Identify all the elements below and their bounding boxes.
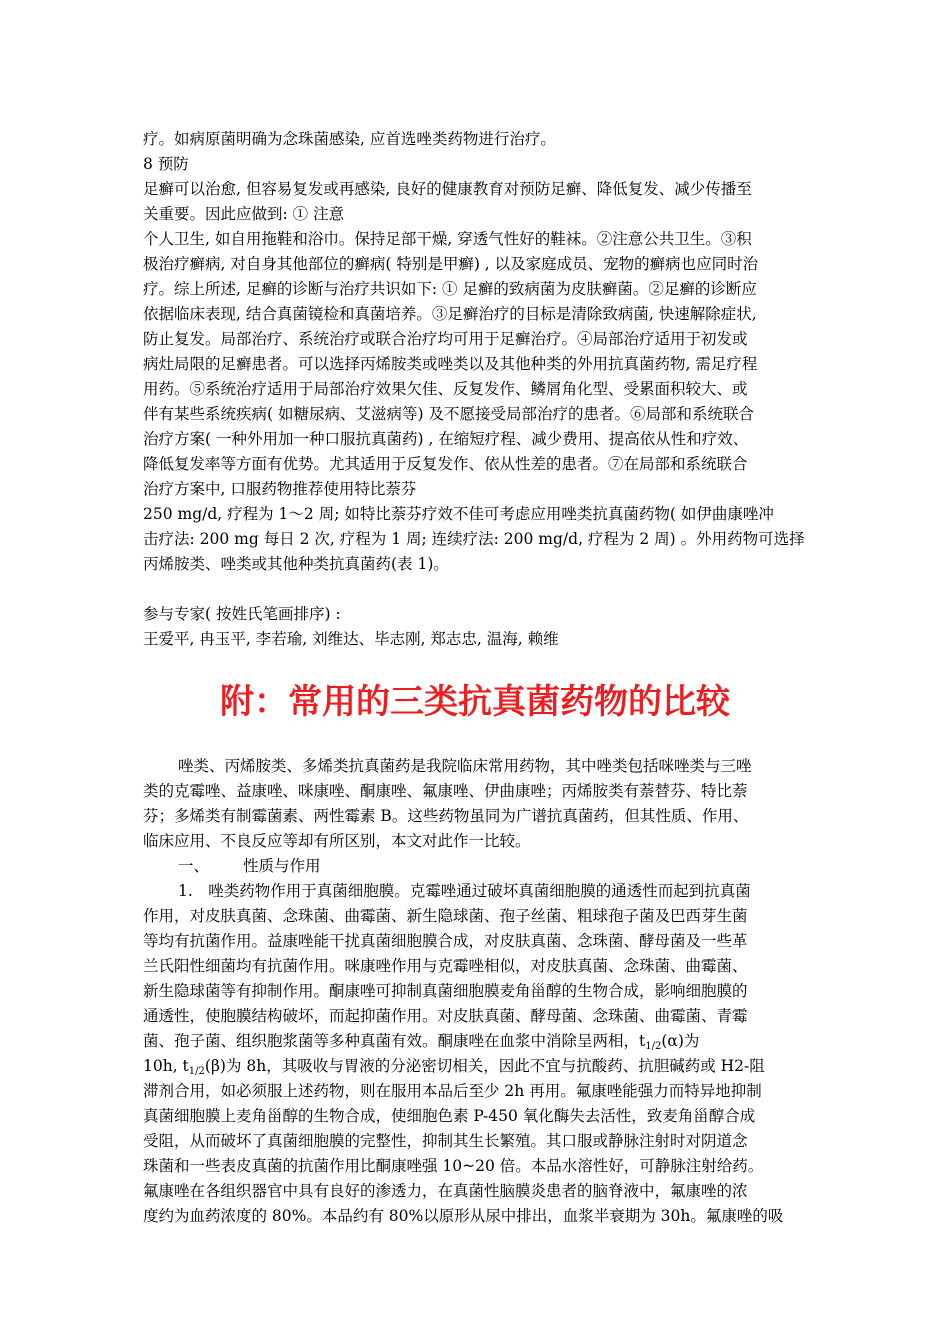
text-line: 临床应用、不良反应等却有所区别，本文对此作一比较。 xyxy=(143,832,531,850)
text-line: 通透性，使胞膜结构破坏，而起抑菌作用。对皮肤真菌、酵母菌、念珠菌、曲霉菌、青霉 xyxy=(143,1007,748,1025)
text-line: 伴有某些系统疾病( 如糖尿病、艾滋病等) 及不愿接受局部治疗的患者。⑥局部和系统联合 xyxy=(143,405,754,423)
text-line: 治疗方案中, 口服药物推荐使用特比萘芬 xyxy=(143,480,417,498)
text-line: 治疗方案( 一种外用加一种口服抗真菌药) , 在缩短疗程、减少费用、提高依从性和疗效、 xyxy=(143,430,749,448)
appendix-title: 附：常用的三类抗真菌药物的比较 xyxy=(220,682,730,722)
text-line: 个人卫生, 如自用拖鞋和浴巾。保持足部干燥, 穿透气性好的鞋袜。②注意公共卫生。③积 xyxy=(143,230,752,248)
text-line: 250 mg/d, 疗程为 1～2 周; 如特比萘芬疗效不佳可考虑应用唑类抗真菌药物( 如伊曲康唑冲 xyxy=(143,505,774,523)
text-line: 芬；多烯类有制霉菌素、两性霉素 B。这些药物虽同为广谱抗真菌药，但其性质、作用、 xyxy=(143,807,749,825)
experts-label: 参与专家( 按姓氏笔画排序) : xyxy=(143,605,341,623)
text-line: 疗。如病原菌明确为念珠菌感染, 应首选唑类药物进行治疗。 xyxy=(143,130,556,148)
section-heading-prevention: 8 预防 xyxy=(143,155,189,173)
text-line: 极治疗癣病, 对自身其他部位的癣病( 特别是甲癣) , 以及家庭成员、宠物的癣病也应同时治 xyxy=(143,255,759,273)
text-line: 丙烯胺类、唑类或其他种类抗真菌药(表 1)。 xyxy=(143,555,449,573)
text-line: 新生隐球菌等有抑制作用。酮康唑可抑制真菌细胞膜麦角甾醇的生物合成，影响细胞膜的 xyxy=(143,982,748,1000)
text-line: 度约为血药浓度的 80%。本品约有 80%以原形从尿中排出，血浆半衰期为 30h。氟康唑的吸 xyxy=(143,1207,784,1225)
t-half-beta: 10h, $t_{1/2}(\beta)$为 8h，其吸收与胃液的分泌密切相关，因此不宜与抗酸药、抗胆碱药或 H2-阻 xyxy=(143,1057,765,1077)
text-line: 等均有抗菌作用。益康唑能干扰真菌细胞膜合成，对皮肤真菌、念珠菌、酵母菌及一些革 xyxy=(143,932,748,950)
text-line: 疗。综上所述, 足癣的诊断与治疗共识如下: ① 足癣的致病菌为皮肤癣菌。②足癣的诊断应 xyxy=(143,280,757,298)
text-line: 关重要。因此应做到: ① 注意 xyxy=(143,205,345,223)
section-number: 一、 xyxy=(178,857,210,875)
text-line: 足癣可以治愈, 但容易复发或再感染, 良好的健康教育对预防足癣、降低复发、减少传播至 xyxy=(143,180,752,198)
text-line: 作用，对皮肤真菌、念珠菌、曲霉菌、新生隐球菌、孢子丝菌、粗球孢子菌及巴西芽生菌 xyxy=(143,907,748,925)
text-line: 1. 唑类药物作用于真菌细胞膜。克霉唑通过破坏真菌细胞膜的通透性而起到抗真菌 xyxy=(178,882,751,900)
text-line: 病灶局限的足癣患者。可以选择丙烯胺类或唑类以及其他种类的外用抗真菌药物, 需足疗程 xyxy=(143,355,758,373)
text-line: 用药。⑤系统治疗适用于局部治疗效果欠佳、反复发作、鳞屑角化型、受累面积较大、或 xyxy=(143,380,748,398)
text-run: 菌、孢子菌、组织胞浆菌等多种真菌有效。酮康唑在血浆中消除呈两相， xyxy=(143,1032,640,1050)
experts-list: 王爱平, 冉玉平, 李若瑜, 刘维达、毕志刚, 郑志忠, 温海, 赖维 xyxy=(143,630,559,648)
section-title: 性质与作用 xyxy=(243,857,321,875)
section-heading-properties xyxy=(178,856,321,876)
text-line: 唑类、丙烯胺类、多烯类抗真菌药是我院临床常用药物，其中唑类包括咪唑类与三唑 xyxy=(178,757,752,775)
text-line: 受阻，从而破坏了真菌细胞膜的完整性，抑制其生长繁殖。其口服或静脉注射时对阴道念 xyxy=(143,1132,748,1150)
text-line: 兰氏阳性细菌均有抗菌作用。咪康唑作用与克霉唑相似，对皮肤真菌、念珠菌、曲霉菌、 xyxy=(143,957,748,975)
text-line: 氟康唑在各组织器官中具有良好的渗透力，在真菌性脑膜炎患者的脑脊液中，氟康唑的浓 xyxy=(143,1182,748,1200)
text-line xyxy=(143,1031,699,1057)
text-line: 类的克霉唑、益康唑、咪康唑、酮康唑、氟康唑、伊曲康唑；丙烯胺类有萘替芬、特比萘 xyxy=(143,782,748,800)
text-line: 珠菌和一些表皮真菌的抗菌作用比酮康唑强 10~20 倍。本品水溶性好，可静脉注射给药。 xyxy=(143,1157,764,1175)
text-line: 降低复发率等方面有优势。尤其适用于反复发作、依从性差的患者。⑦在局部和系统联合 xyxy=(143,455,748,473)
text-line: 依据临床表现, 结合真菌镜检和真菌培养。③足癣治疗的目标是清除致病菌, 快速解除症状, xyxy=(143,305,757,323)
t-half-alpha: $t_{1/2}(\alpha)$为 xyxy=(639,1032,700,1052)
text-line xyxy=(143,1056,765,1082)
text-line: 防止复发。局部治疗、系统治疗或联合治疗均可用于足癣治疗。④局部治疗适用于初发或 xyxy=(143,330,748,348)
text-line: 真菌细胞膜上麦角甾醇的生物合成，使细胞色素 P-450 氧化酶失去活性，致麦角甾醇合成 xyxy=(143,1107,756,1125)
text-line: 击疗法: 200 mg 每日 2 次, 疗程为 1 周; 连续疗法: 200 mg/d, 疗程为 2 周) 。外用药物可选择 xyxy=(143,530,805,548)
text-line: 滞剂合用，如必须服上述药物，则在服用本品后至少 2h 再用。氟康唑能强力而特异地抑制 xyxy=(143,1082,762,1100)
